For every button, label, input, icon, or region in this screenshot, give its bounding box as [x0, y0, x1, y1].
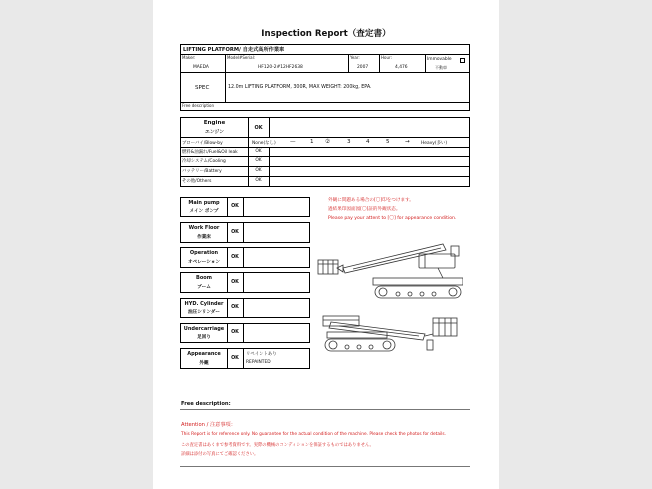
engine-row-status: OK	[255, 168, 262, 173]
crawler-track	[375, 286, 461, 298]
engine-row-status: OK	[255, 158, 262, 163]
appearance-note-jp: リペイントあり	[246, 352, 277, 357]
component-label: Undercarriage	[183, 326, 225, 332]
appearance-note: REPAINTED	[246, 360, 271, 365]
spec-value: 12.0m LIFTING PLATFORM, 300R, MAX WEIGHT: 200kg, EPA.	[228, 85, 372, 90]
attention-bottom-line	[180, 466, 470, 467]
blowby-none: None(なし)	[252, 141, 276, 146]
component-operation	[180, 247, 310, 268]
component-label: Work Floor	[188, 225, 220, 231]
blowby-scale-5: 5	[386, 139, 390, 145]
component-label-jp: 外観	[199, 361, 209, 366]
component-label-jp: オペレーション	[188, 260, 220, 265]
component-label-jp: ブーム	[197, 285, 211, 290]
machine-stowed-view-drawing	[319, 304, 465, 360]
engine-row-status: OK	[255, 178, 262, 183]
year-label: Year:	[350, 55, 360, 60]
component-label: Main pump	[188, 200, 220, 206]
hour-value: 4,476	[395, 65, 408, 70]
engine-row-label: 燃料&油漏れ/Fuel&Oil leak	[182, 150, 238, 155]
component-undercarriage	[180, 323, 310, 343]
hour-label: Hour:	[381, 55, 392, 60]
component-main-pump	[180, 197, 310, 217]
component-status: OK	[231, 280, 239, 285]
component-hyd-cylinder	[180, 298, 310, 318]
free-description-label: Free description	[182, 103, 214, 108]
attention-line-en: This Report is for reference only. No guarantee for the actual condition of the machine. Please check the photos for details.	[181, 432, 446, 437]
engine-label-jp: エンジン	[205, 130, 224, 135]
immovable-label: Immovable	[427, 57, 452, 62]
component-label-jp: 油圧シリンダー	[188, 310, 220, 315]
report-title: Inspection Report（査定書）	[261, 29, 391, 39]
component-work-floor	[180, 222, 310, 243]
component-boom	[180, 272, 310, 293]
attention-line-jp: この査定書はあくまで参考資料です。実際の機械のコンディションを保証するものではありません。	[181, 443, 374, 448]
maker-value: MAEDA	[193, 65, 209, 70]
component-label-jp: 足回り	[197, 335, 211, 340]
component-status: OK	[231, 230, 239, 235]
immovable-checkbox[interactable]	[460, 58, 465, 63]
component-status: OK	[231, 305, 239, 310]
spec-label: SPEC	[195, 85, 210, 91]
year-value: 2007	[357, 65, 369, 70]
attention-line-jp: 詳細は添付の写真にてご確認ください。	[181, 452, 259, 457]
engine-label: Engine	[203, 120, 226, 126]
instruction-line-jp: 過結果印図面図[〇]証的外観状态。	[328, 207, 401, 212]
product-name: LIFTING PLATFORM/ 自走式高所作業車	[183, 47, 285, 53]
engine-status: OK	[254, 125, 263, 131]
model-value: HF120-2#12HF2638	[258, 65, 303, 70]
machine-upper-frame	[373, 278, 463, 285]
component-label-jp: 作業床	[197, 235, 211, 240]
engine-row-label: バッテリー/Battery	[182, 169, 222, 174]
blowby-scale-start: —	[290, 139, 296, 145]
instruction-line-en: Please pay your attent to [〇] for appearance condition.	[328, 216, 457, 221]
machine-body	[419, 254, 455, 268]
machine-info-table	[180, 44, 470, 111]
component-label-jp: メイン ポンプ	[189, 209, 219, 214]
component-label: Appearance	[187, 351, 221, 357]
attention-heading: Attention / 注意事項：	[181, 422, 236, 428]
telescopic-boom	[343, 244, 446, 273]
free-description-heading: Free description:	[181, 401, 231, 407]
blowby-scale-2: ②	[325, 139, 331, 145]
machine-side-view-drawing	[313, 238, 463, 304]
component-status: OK	[231, 330, 239, 335]
immovable-sub-label: 不動車	[435, 65, 447, 70]
blowby-scale-3: 3	[347, 139, 351, 145]
blowby-scale-4: 4	[366, 139, 370, 145]
instruction-line-jp: 外観に問題ある場合の[〇]印をつけます。	[328, 198, 414, 203]
component-status: OK	[231, 356, 239, 361]
engine-table	[180, 117, 470, 187]
component-appearance	[180, 348, 310, 369]
component-status: OK	[231, 204, 239, 209]
component-label: Boom	[196, 275, 212, 281]
engine-row-label: その他/Others	[182, 179, 212, 184]
model-label: Model#Serial:	[227, 55, 256, 60]
component-label: HYD. Cylinder	[184, 301, 224, 307]
component-label: Operation	[189, 250, 219, 256]
blowby-scale-1: 1	[310, 139, 314, 145]
engine-row-label: 冷却システム/Cooling	[182, 159, 226, 164]
maker-label: Maker:	[182, 55, 196, 60]
blowby-label: ブローバイ/Blow-by	[182, 141, 223, 146]
blowby-scale-arrow: →	[405, 139, 410, 145]
component-status: OK	[231, 255, 239, 260]
blowby-heavy: Heavy(多い)	[421, 141, 448, 146]
engine-row-status: OK	[255, 149, 262, 154]
free-description-line	[180, 409, 470, 410]
inspection-sheet	[153, 0, 499, 489]
